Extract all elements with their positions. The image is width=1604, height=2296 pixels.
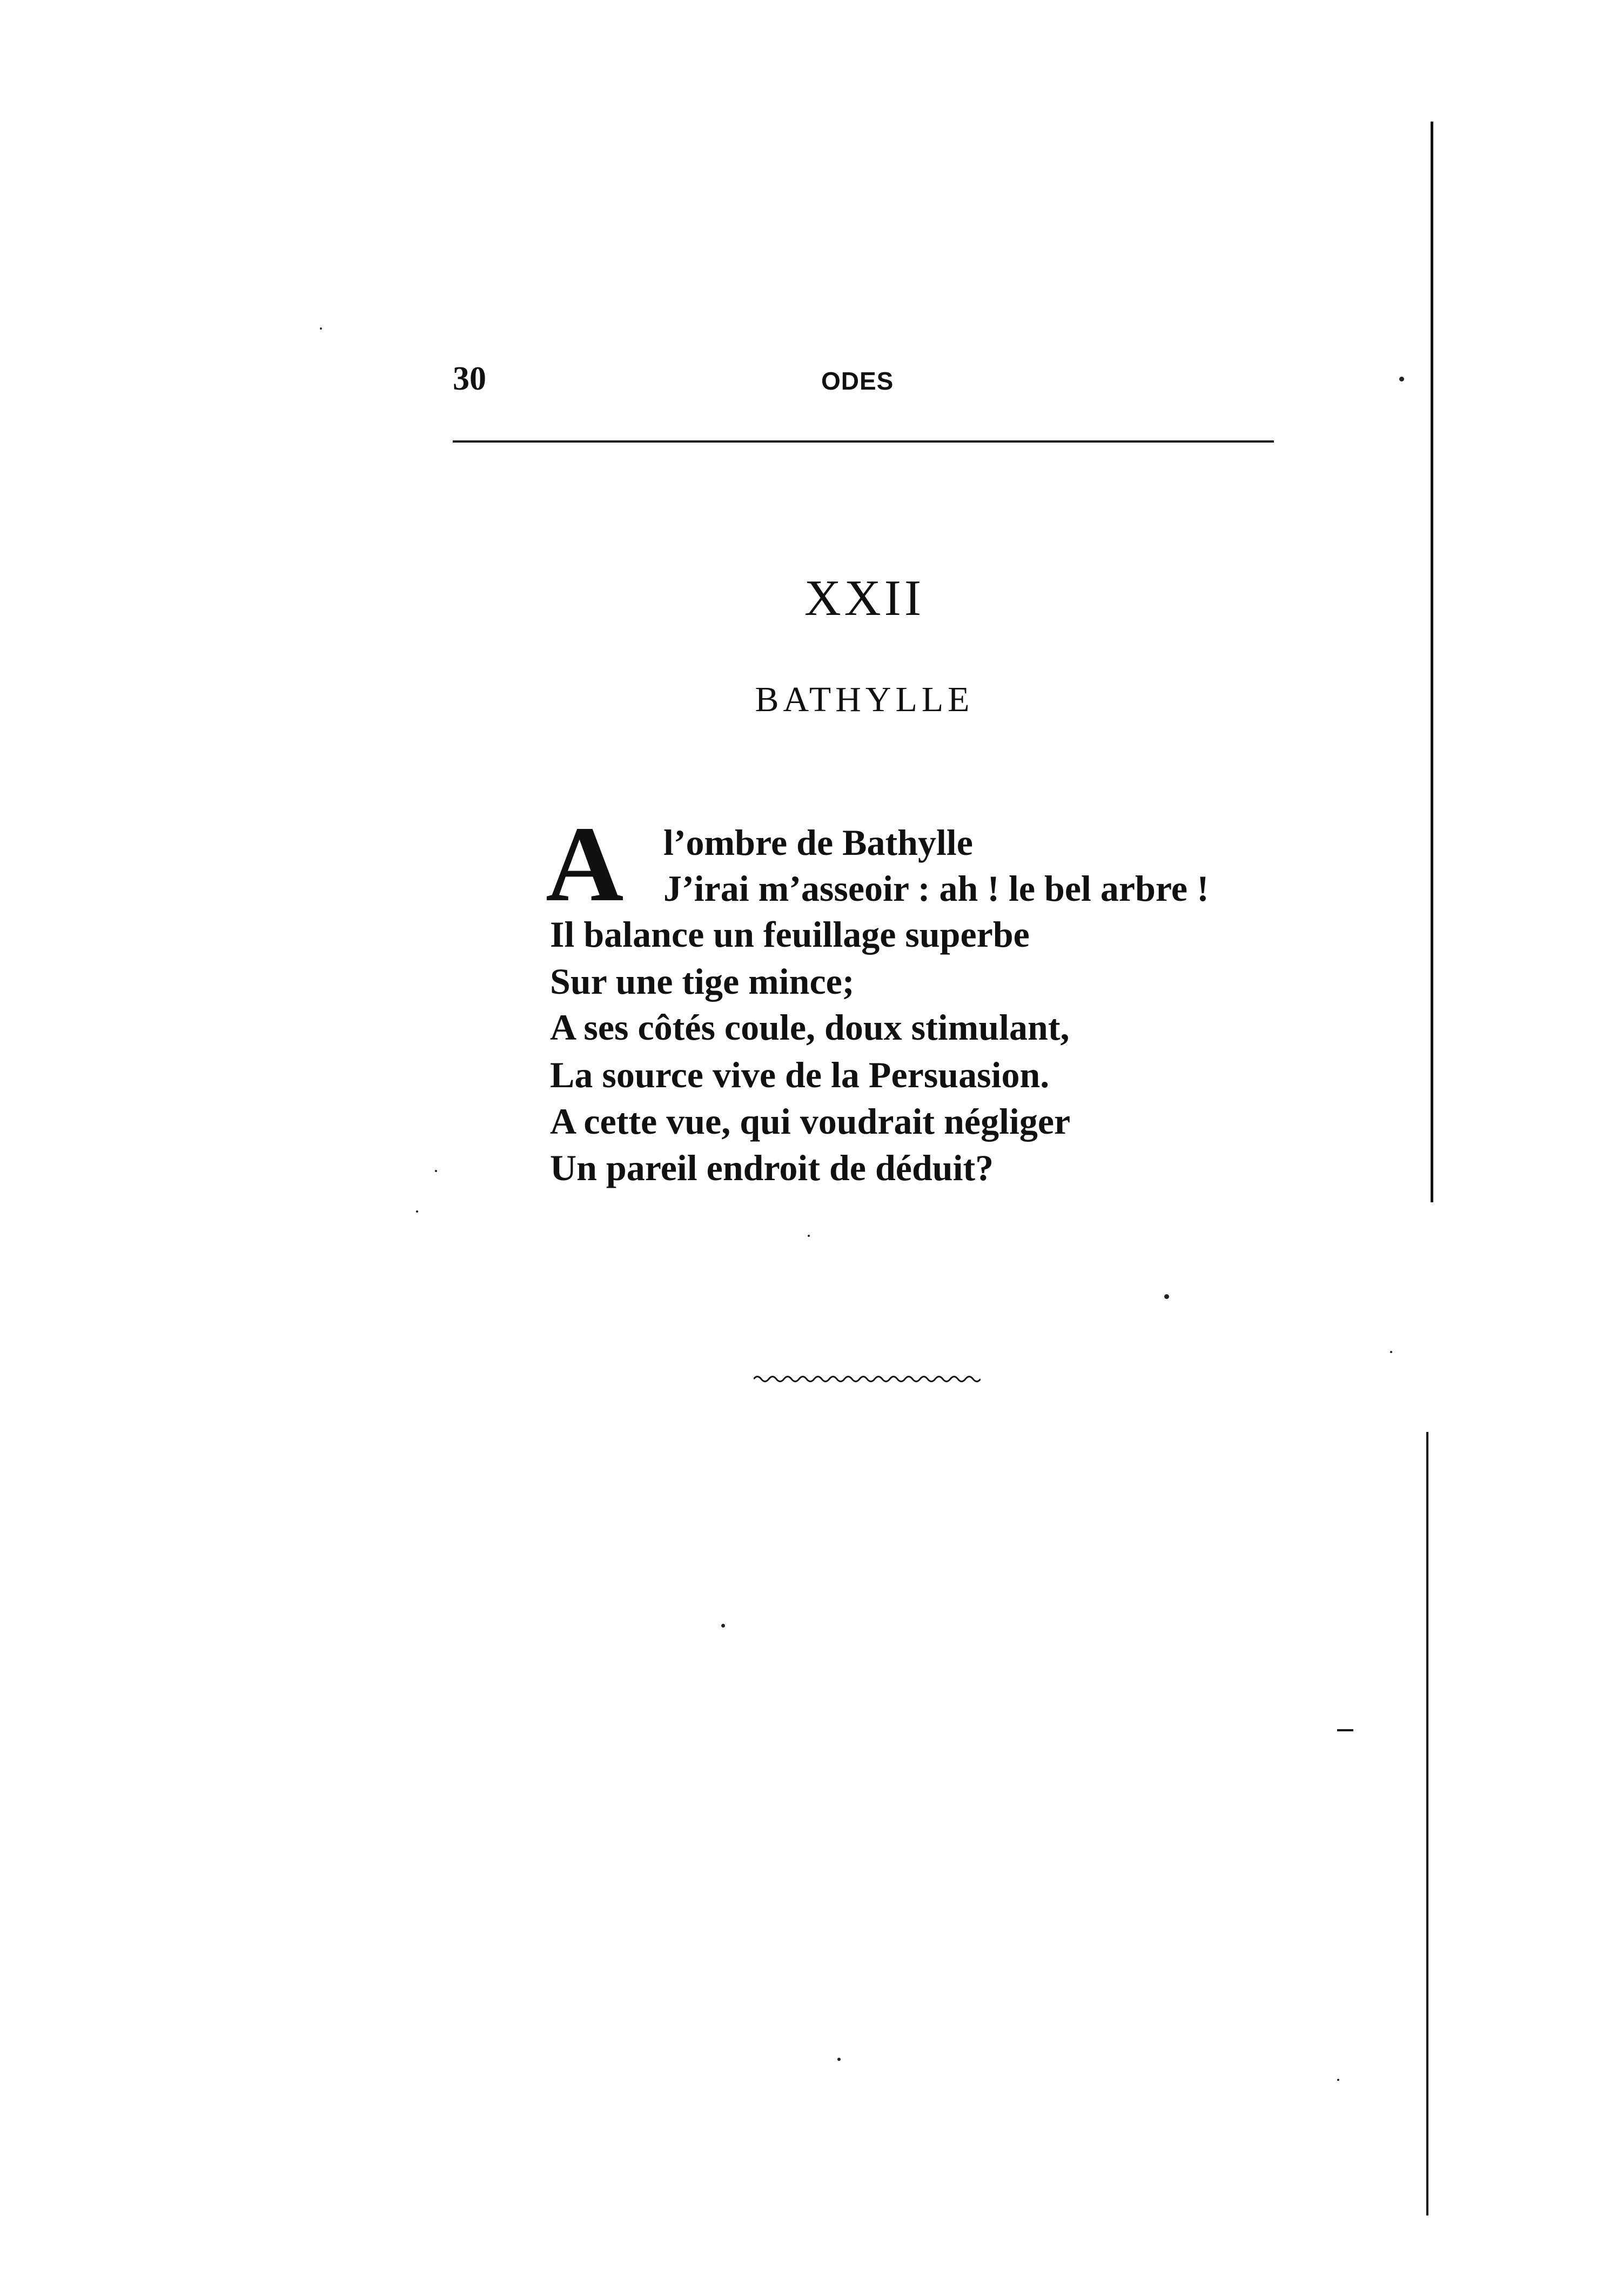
poem-line: Il balance un feuillage superbe bbox=[550, 914, 1030, 955]
ode-number: XXII bbox=[804, 570, 925, 626]
scan-speck bbox=[837, 2058, 841, 2061]
poem-line: J’irai m’asseoir : ah ! le bel arbre ! bbox=[663, 868, 1209, 909]
drop-cap: A bbox=[546, 805, 624, 924]
ode-title: BATHYLLE bbox=[755, 680, 974, 719]
poem-line: Sur une tige mince; bbox=[550, 961, 855, 1002]
page-number: 30 bbox=[453, 360, 486, 397]
scan-speck bbox=[808, 1235, 810, 1237]
scan-speck bbox=[320, 327, 322, 330]
scan-speck bbox=[1164, 1294, 1169, 1299]
scan-speck bbox=[721, 1624, 725, 1628]
wavy-line-ornament bbox=[754, 1373, 981, 1385]
poem-line: Un pareil endroit de déduit? bbox=[550, 1147, 994, 1188]
scan-mark bbox=[1337, 1729, 1353, 1731]
scan-speck bbox=[416, 1210, 418, 1213]
scan-speck bbox=[435, 1170, 437, 1172]
poem-line: A ses côtés coule, doux stimulant, bbox=[550, 1007, 1070, 1048]
scan-edge-line bbox=[1426, 1432, 1428, 2215]
header-rule bbox=[453, 440, 1274, 443]
scan-speck bbox=[1337, 2079, 1339, 2081]
scan-speck bbox=[1390, 1351, 1392, 1353]
poem-line: La source vive de la Persuasion. bbox=[550, 1054, 1050, 1095]
scan-speck bbox=[1399, 377, 1404, 381]
running-title: ODES bbox=[821, 367, 894, 395]
poem-line: l’ombre de Bathylle bbox=[663, 822, 973, 863]
poem-line: A cette vue, qui voudrait négliger bbox=[550, 1101, 1071, 1142]
scan-edge-line bbox=[1431, 122, 1433, 1202]
